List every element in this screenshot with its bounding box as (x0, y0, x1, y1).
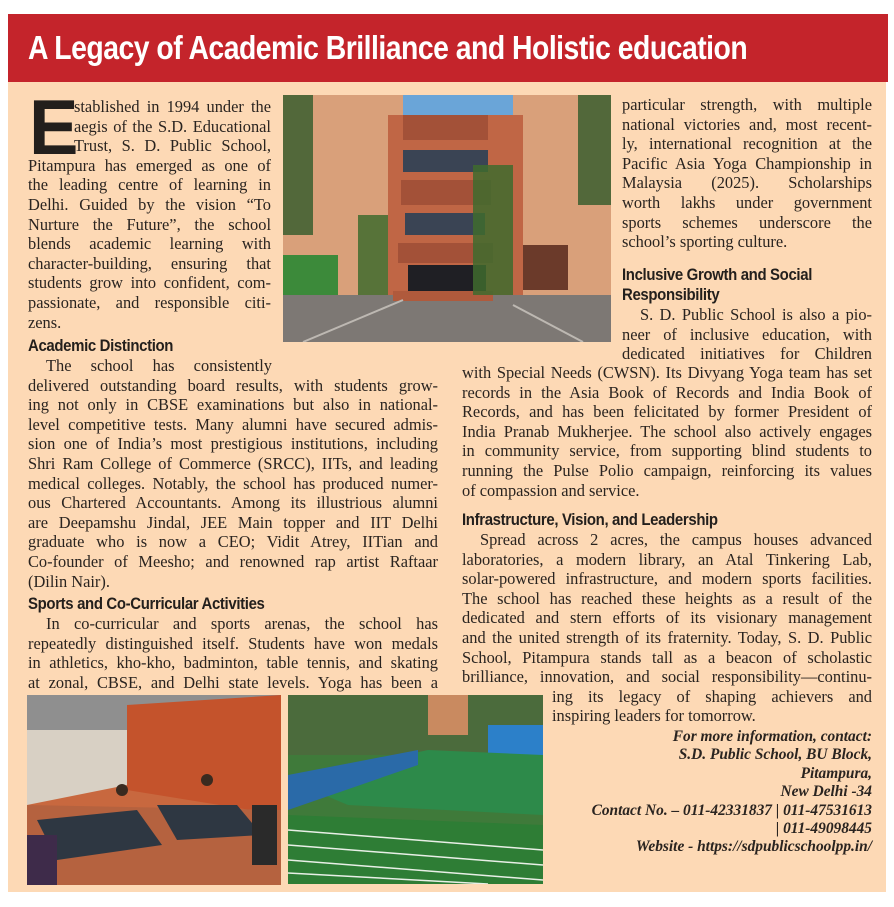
infrastructure-line: School, Pitampura stands tall as a beacon of scholastic (462, 647, 872, 667)
inclusive-line: Records, and has been felicitated by former President of (462, 402, 872, 422)
inclusive-line: records in the Asia Book of Records and India Book of (462, 382, 872, 402)
sports-line: particular strength, with multiple (622, 95, 872, 114)
academic-line: (Dilin Nair). (28, 571, 110, 591)
inclusive-line: with Special Needs (CWSN). Its Divyang Yoga team has set (462, 363, 872, 382)
inclusive-line: of compassion and service. (462, 480, 640, 500)
academic-line: ing not only in CBSE examinations but also in national- (28, 395, 438, 415)
infrastructure-line: The school has reached these heights as a result of the (462, 588, 872, 608)
contact-phone: Contact No. – 011-42331837 | 011-47531613 (591, 801, 872, 819)
contact-block (542, 728, 872, 857)
infrastructure-line: inspiring leaders for tomorrow. (552, 706, 756, 726)
infrastructure-line: brilliance, innovation, and social responsibility—continu- (462, 667, 872, 687)
contact-line: For more information, contact: (672, 728, 872, 745)
intro-line: Delhi. Guided by the vision “To (28, 194, 271, 214)
inclusive-heading: Inclusive Growth and Social (622, 265, 813, 284)
headline: A Legacy of Academic Brilliance and Holistic education (28, 29, 748, 66)
inclusive-line: neer of inclusive education, with (622, 324, 872, 344)
academic-line: ous Chartered Accountants. Among its illustrious alumni (28, 493, 438, 513)
school-building-illustration (283, 95, 611, 342)
sports-field-illustration (288, 695, 543, 884)
intro-line: character-building, ensuring that (28, 253, 271, 273)
intro-line: students grow into confident, com- (28, 273, 271, 293)
infrastructure-line: solar-powered infrastructure, and modern sports facilities. (462, 569, 872, 589)
inclusive-line: India Pranab Mukherjee. The school also actively engages (462, 421, 872, 441)
sports-field-photo (288, 695, 543, 884)
academic-line: sion one of India’s most prestigious institutions, including (28, 434, 438, 454)
infrastructure-line: ing its legacy of shaping achievers and (552, 686, 872, 706)
sports-line: school’s sporting culture. (622, 232, 788, 252)
contact-address: New Delhi -34 (780, 783, 872, 801)
infrastructure-section (462, 510, 872, 726)
academic-section (28, 336, 438, 591)
drop-cap: E (29, 83, 79, 171)
contact-address: Pitampura, (800, 764, 872, 782)
sports-section (28, 594, 438, 692)
intro-line: Nurture the Future”, the school (28, 214, 271, 234)
sports-line: repeatedly distinguished itself. Students have won medals (28, 633, 438, 653)
inclusive-line: dedicated initiatives for Children (622, 344, 872, 364)
inclusive-line: in community service, from supporting blind students to (462, 441, 872, 461)
intro-line: Trust, S. D. Public School, (74, 136, 271, 156)
intro-line: Pitampura has emerged as one of (28, 155, 271, 175)
academic-line: medical colleges. Notably, the school has produced numer- (28, 473, 438, 493)
sports-heading: Sports and Co-Curricular Activities (28, 594, 265, 613)
school-building-photo (283, 95, 611, 342)
contact-website[interactable]: Website - https://sdpublicschoolpp.in/ (635, 838, 872, 856)
sports-line: In co-curricular and sports arenas, the school has (46, 614, 438, 633)
sports-line: sports schemes underscore the (622, 212, 872, 232)
infrastructure-line: and the united strength of its fraternity. Today, S. D. Public (462, 627, 872, 647)
sports-line: Pacific Asia Yoga Championship in (622, 153, 872, 173)
academic-line: graduate who is now a CEO; Vidit Atrey, IITian and (28, 532, 438, 552)
contact-address: S.D. Public School, BU Block, (678, 746, 872, 764)
inclusive-section (622, 265, 872, 364)
academic-line: are Deepamshu Jindal, JEE Main topper and IIT Delhi (28, 512, 438, 532)
infrastructure-line: Spread across 2 acres, the campus houses advanced (480, 530, 872, 549)
intro-paragraph (28, 83, 271, 332)
intro-line: the leading centre of learning in (28, 175, 271, 195)
intro-line: zens. (28, 312, 62, 332)
sports-line: at zonal, CBSE, and Delhi state levels. Yoga has been a (28, 672, 438, 692)
sports-line: ly, international recognition at the (622, 134, 872, 154)
intro-line: aegis of the S.D. Educational (74, 116, 271, 136)
infrastructure-heading: Infrastructure, Vision, and Leadership (462, 510, 718, 529)
sports-line: in athletics, kho-kho, badminton, table tennis, and skating (28, 653, 438, 673)
inclusive-continued (462, 363, 872, 500)
intro-line: passionate, and responsible citi- (28, 292, 271, 312)
infrastructure-line: laboratories, a modern library, an Atal Tinkering Lab, (462, 549, 872, 569)
table-tennis-illustration (27, 695, 281, 885)
table-tennis-photo (27, 695, 281, 885)
academic-line: Co-founder of Meesho; and renowned rap artist Raftaar (28, 551, 438, 571)
infrastructure-line: dedicated and stern efforts of its visionary management (462, 608, 872, 628)
intro-line: stablished in 1994 under the (74, 97, 271, 116)
academic-line: level competitive tests. Many alumni have secured admis- (28, 414, 438, 434)
sports-line: national victories and, most recent- (622, 114, 872, 134)
academic-line: The school has consistently (46, 356, 272, 375)
sports-continued (622, 95, 872, 252)
academic-heading: Academic Distinction (28, 336, 174, 355)
sports-line: Malaysia (2025). Scholarships (622, 173, 872, 193)
academic-line: delivered outstanding board results, with students grow- (28, 375, 438, 395)
sports-line: worth lakhs under government (622, 192, 872, 212)
inclusive-line: running the Pulse Polio campaign, reinforcing its values (462, 460, 872, 480)
headline-banner (8, 14, 888, 82)
inclusive-line: S. D. Public School is also a pio- (640, 305, 872, 324)
inclusive-heading: Responsibility (622, 285, 720, 304)
intro-line: blends academic learning with (28, 234, 271, 254)
contact-phone: | 011-49098445 (775, 820, 872, 838)
academic-line: Shri Ram College of Commerce (SRCC), IITs, and leading (28, 453, 438, 473)
